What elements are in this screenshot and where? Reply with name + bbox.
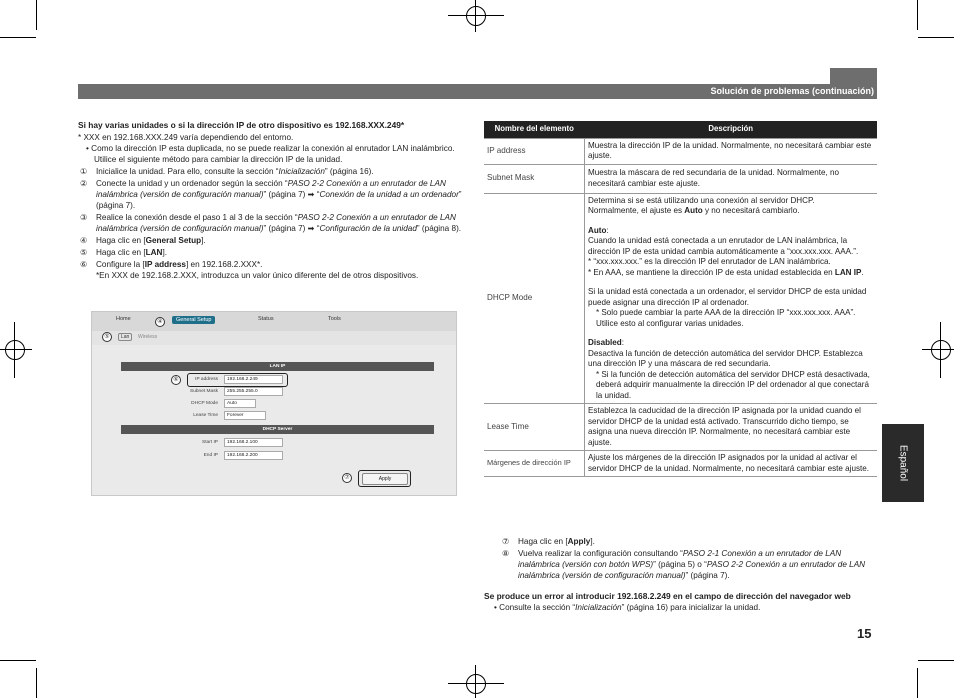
table-cell-desc: Determina si se está utilizando una conexión al servidor DHCP. Normalmente, el ajuste es Auto y no necesitará cambiarlo. Auto: Cuando la unidad está conectada a un enrutador de LAN inalámbrica, la dirección IP de esta unidad cambia automáticamente a “xxx.xxx.xxx. AAA.”. * “xxx.xxx.xxx.” es la dirección IP del enrutador de LAN inalámbrica. * En AAA, se mantiene la dirección IP de esta unidad establecida en LAN IP. Si la unidad está conectada a un ordenador, el servidor DHCP de esta unidad puede asignar una dirección IP al ordenador. * Solo puede cambiar la parte AAA de la dirección IP “xxx.xxx.xxx. AAA”. Utilice esto al configurar varias unidades. Disabled: Desactiva la función de detección automática del servidor DHCP. Establezca una dirección IP y una máscara de red secundaria. * Si la función de detección automática del servidor DHCP está desactivada, deberá adquirir manualmente la dirección IP del ordenador al que conectará la unidad. — [585, 193, 878, 404]
table-cell-name: Subnet Mask — [484, 164, 585, 193]
step-text: Configure la [IP address] en 192.168.2.XXX*. *En XXX de 192.168.2.XXX, introduzca un valor único diferente del de otros dispositivos. — [96, 260, 419, 280]
step-item — [78, 166, 468, 177]
end-ip-input[interactable]: 192.168.2.200 — [224, 451, 283, 460]
table-cell-desc: Establezca la caducidad de la dirección IP asignada por la unidad cuando el servidor DHCP de la unidad está activado. Transcurrido dicho tiempo, se asigna una nueva dirección IP. Normalmente, no necesitará cambiar este ajuste. — [585, 404, 878, 451]
tab-tools[interactable]: Tools — [328, 316, 341, 322]
crop-mark — [475, 665, 476, 698]
column-header: Descripción — [585, 121, 878, 138]
step-text: Inicialice la unidad. Para ello, consulte la sección “Inicialización” (página 16). — [96, 167, 374, 176]
field-label: Subnet Mask — [190, 389, 218, 394]
table-cell-name: Lease Time — [484, 404, 585, 451]
crop-mark — [36, 0, 37, 30]
section-title: Solución de problemas (continuación) — [710, 86, 874, 96]
step-item — [78, 235, 468, 246]
crop-mark — [918, 660, 954, 661]
step-text: Haga clic en [Apply]. — [518, 537, 595, 546]
step-item — [78, 247, 468, 258]
settings-table — [484, 121, 877, 477]
footnote: * XXX en 192.168.XXX.249 varía dependiendo del entorno. — [78, 133, 294, 142]
header-tab — [830, 68, 877, 84]
crop-mark — [918, 37, 954, 38]
start-ip-input[interactable]: 192.168.2.100 — [224, 438, 283, 447]
crop-mark — [922, 349, 954, 350]
bullet-text: Como la dirección IP esta duplicada, no se puede realizar la conexión al enrutador LAN inalámbrico. Utilice el siguiente método para cambiar la dirección IP de la unidad. — [91, 144, 455, 164]
problem-heading: Se produce un error al introducir 192.168.2.249 en el campo de dirección del navegador web — [484, 591, 851, 601]
field-label: Lease Time — [193, 413, 218, 418]
table-row — [484, 164, 877, 193]
step-text: Realice la conexión desde el paso 1 al 3 de la sección “PASO 2-2 Conexión a un enrutador de LAN inalámbrica (versión de configuración manual)” (página 7) ➡ “Configuración de la unidad” (página 8). — [96, 213, 462, 233]
lease-time-select[interactable]: Forever — [224, 411, 266, 420]
table-cell-desc: Muestra la máscara de red secundaria de la unidad. Normalmente, no necesitará cambiar este ajuste. — [585, 164, 878, 193]
registration-mark — [466, 6, 486, 26]
lan-ip-header: LAN IP — [121, 362, 434, 371]
field-label: DHCP Mode — [191, 401, 218, 406]
apply-button[interactable]: Apply — [362, 473, 408, 485]
bullet-item: • Consulte la sección “Inicialización” (página 16) para inicializar la unidad. — [494, 603, 761, 612]
dhcp-server-header: DHCP Server — [121, 425, 434, 434]
subnet-mask-input[interactable]: 255.255.255.0 — [224, 387, 283, 396]
step-text: Conecte la unidad y un ordenador según la sección “PASO 2-2 Conexión a un enrutador de LAN inalámbrica (versión de configuración manual)” (página 7) ➡ “Conexión de la unidad a un ordenador” (página 7). — [96, 179, 462, 210]
table-row — [484, 138, 877, 164]
crop-mark — [448, 15, 504, 16]
crop-mark — [917, 668, 918, 698]
crop-mark — [917, 0, 918, 30]
marker-5: ⑤ — [102, 332, 112, 342]
ip-address-input[interactable]: 192.168.2.249 — [224, 375, 283, 384]
step-text: Haga clic en [General Setup]. — [96, 236, 206, 245]
step-number: ⑤ — [80, 248, 88, 257]
crop-mark — [448, 683, 504, 684]
step-number: ④ — [80, 236, 88, 245]
problem-heading: Si hay varias unidades o si la dirección IP de otro dispositivo es 192.168.XXX.249* — [78, 120, 405, 130]
page-number: 15 — [857, 626, 872, 641]
field-label: End IP — [203, 453, 218, 458]
settings-screenshot — [91, 311, 457, 496]
registration-mark — [931, 340, 951, 360]
step-number: ② — [80, 179, 88, 188]
marker-4: ④ — [155, 317, 165, 327]
registration-mark — [5, 340, 25, 360]
step-text: Vuelva realizar la configuración consultando “PASO 2-1 Conexión a un enrutador de LAN inalámbrica (versión con botón WPS)” (página 5) o “PASO 2-2 Conexión a un enrutador de LAN inalámbrica (versión de configuración manual)” (página 7). — [518, 549, 866, 580]
language-label: Español — [897, 444, 909, 482]
step-number: ③ — [80, 213, 88, 222]
crop-mark — [0, 37, 36, 38]
crop-mark — [0, 660, 36, 661]
table-row — [484, 404, 877, 451]
step-number: ⑦ — [502, 537, 510, 546]
step-item — [484, 548, 877, 581]
step-item — [78, 212, 468, 234]
table-row — [484, 451, 877, 477]
column-header: Nombre del elemento — [484, 121, 585, 138]
step-text: Haga clic en [LAN]. — [96, 248, 167, 257]
registration-mark — [466, 674, 486, 694]
field-label: IP address — [195, 377, 218, 382]
tab-home[interactable]: Home — [116, 316, 131, 322]
subtab-wireless[interactable]: Wireless — [138, 334, 158, 340]
step-number: ⑧ — [502, 549, 510, 558]
table-cell-name: DHCP Mode — [484, 193, 585, 404]
language-tab — [882, 424, 924, 502]
subtab-lan[interactable]: Lan — [118, 333, 132, 341]
bullet-item: • Como la dirección IP esta duplicada, no se puede realizar la conexión al enrutador LAN inalámbrico. Utilice el siguiente método para cambiar la dirección IP de la unidad. — [86, 144, 455, 164]
crop-mark — [36, 668, 37, 698]
step-item — [78, 259, 468, 281]
screenshot-nav — [92, 312, 456, 332]
left-column — [78, 120, 468, 281]
step-number: ① — [80, 167, 88, 176]
field-label: Start IP — [202, 440, 218, 445]
step-item — [484, 536, 877, 547]
crop-mark — [14, 322, 15, 378]
dhcp-mode-select[interactable]: Auto — [224, 399, 256, 408]
table-row — [484, 193, 877, 404]
table-cell-desc: Ajuste los márgenes de la dirección IP asignados por la unidad al activar el servidor DHCP de la unidad. Normalmente, no necesitará cambiar este ajuste. — [585, 451, 878, 477]
marker-7: ⑦ — [342, 473, 352, 483]
crop-mark — [0, 349, 32, 350]
tab-status[interactable]: Status — [258, 316, 274, 322]
step-number: ⑥ — [80, 260, 88, 269]
crop-mark — [940, 322, 941, 378]
table-cell-desc: Muestra la dirección IP de la unidad. Normalmente, no necesitará cambiar este ajuste. — [585, 138, 878, 164]
right-steps — [484, 535, 877, 613]
step-item — [78, 178, 468, 211]
table-cell-name: IP address — [484, 138, 585, 164]
tab-general-setup[interactable]: General Setup — [172, 316, 215, 324]
screenshot-subnav — [92, 331, 456, 345]
crop-mark — [475, 0, 476, 32]
marker-6: ⑥ — [171, 375, 181, 385]
table-cell-name: Márgenes de dirección IP — [484, 451, 585, 477]
